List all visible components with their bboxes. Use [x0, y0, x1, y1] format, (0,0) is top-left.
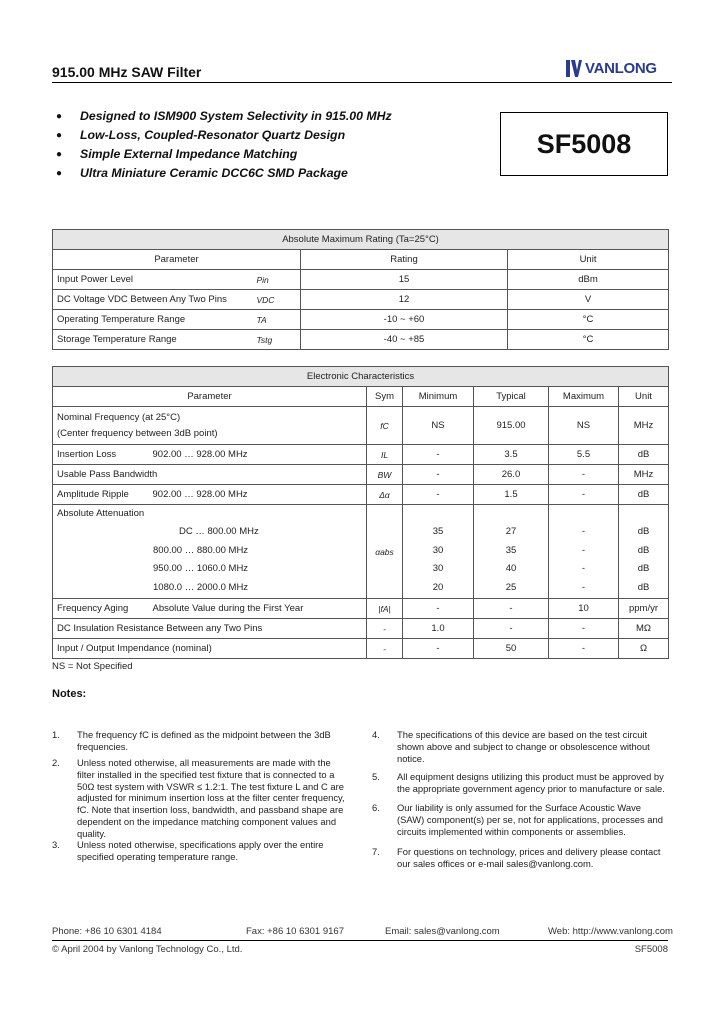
- page-title: 915.00 MHz SAW Filter: [52, 64, 202, 80]
- unit-cell: dBm: [508, 270, 669, 290]
- max-column-cell: [549, 505, 619, 599]
- symbol-cell: αabs: [367, 505, 403, 599]
- note-text: Unless noted otherwise, all measurements are made with the filter installed in the specified test fixture that is connected to a 50Ω test system with VSWR ≤ 1.2:1. The test fixture L and C are adjusted for minimum insertion loss at the filter center frequency, fC. Note that insertion loss, bandwidth, and passband shape are dependent on the impedance matching component values and quality.: [77, 757, 345, 839]
- column-header: Parameter: [53, 250, 301, 270]
- note-item: [372, 729, 665, 764]
- minimum-cell: -: [403, 485, 474, 505]
- condition-cell: 902.00 … 928.00 MHz: [149, 445, 367, 465]
- value-text: -: [581, 544, 586, 556]
- maximum-cell: NS: [549, 407, 619, 445]
- parameter-note: (Center frequency between 3dB point): [57, 428, 218, 439]
- feature-item: [52, 146, 392, 165]
- condition-text: DC … 800.00 MHz: [179, 526, 259, 537]
- value-text: 20: [432, 581, 444, 593]
- value-text: 27: [505, 526, 517, 537]
- typical-cell: -: [474, 619, 549, 639]
- table-row: [53, 270, 669, 290]
- rating-cell: 12: [301, 290, 508, 310]
- maximum-cell: -: [549, 485, 619, 505]
- parameter-text: Absolute Attenuation: [57, 508, 145, 519]
- note-item: [372, 846, 665, 870]
- table-row: [53, 407, 669, 445]
- vanlong-logo-icon: [566, 60, 582, 77]
- symbol-cell: |fA|: [367, 599, 403, 619]
- parameter-cell: Input Power Level: [53, 270, 253, 290]
- feature-text: Designed to ISM900 System Selectivity in 915.00 MHz: [80, 109, 392, 123]
- condition-cell: 902.00 … 928.00 MHz: [149, 485, 367, 505]
- table-row: [53, 485, 669, 505]
- column-header: Rating: [301, 250, 508, 270]
- unit-cell: MΩ: [619, 619, 669, 639]
- maximum-cell: -: [549, 619, 619, 639]
- footer-web[interactable]: Web: http://www.vanlong.com: [548, 926, 673, 937]
- unit-cell: dB: [619, 485, 669, 505]
- note-text: For questions on technology, prices and delivery please contact our sales offices or e-mail sales@vanlong.com.: [397, 846, 661, 869]
- rating-cell: -10 ~ +60: [301, 310, 508, 330]
- value-text: 35: [432, 526, 444, 537]
- not-specified-footnote: NS = Not Specified: [52, 661, 133, 672]
- condition-text: 1080.0 … 2000.0 MHz: [153, 581, 249, 593]
- attenuation-row: [53, 505, 669, 599]
- typical-cell: 915.00: [474, 407, 549, 445]
- table-row: [53, 619, 669, 639]
- note-number: 5.: [372, 771, 380, 782]
- absolute-max-rating-table: [52, 229, 669, 350]
- parameter-cell: [53, 505, 367, 599]
- typ-column-cell: [474, 505, 549, 599]
- unit-cell: °C: [508, 310, 669, 330]
- table-row: [53, 330, 669, 350]
- column-header: Typical: [474, 387, 549, 407]
- note-text: The frequency fC is defined as the midpoint between the 3dB frequencies.: [77, 729, 331, 752]
- value-text: 25: [505, 581, 517, 593]
- feature-text: Ultra Miniature Ceramic DCC6C SMD Package: [80, 166, 348, 180]
- bullet-icon: ●: [56, 130, 63, 141]
- parameter-cell: DC Insulation Resistance Between any Two Pins: [53, 619, 367, 639]
- note-number: 7.: [372, 846, 380, 857]
- footer-email[interactable]: Email: sales@vanlong.com: [385, 926, 500, 937]
- minimum-cell: 1.0: [403, 619, 474, 639]
- parameter-cell: Insertion Loss: [53, 445, 149, 465]
- parameter-cell: Input / Output Impendance (nominal): [53, 639, 367, 659]
- maximum-cell: -: [549, 639, 619, 659]
- note-item: [52, 729, 345, 753]
- minimum-cell: -: [403, 639, 474, 659]
- parameter-cell: Operating Temperature Range: [53, 310, 253, 330]
- parameter-cell: Amplitude Ripple: [53, 485, 149, 505]
- header-divider: [52, 82, 672, 83]
- maximum-cell: -: [549, 465, 619, 485]
- bullet-icon: ●: [56, 111, 63, 122]
- table-row: [53, 639, 669, 659]
- value-text: -: [581, 526, 586, 537]
- table-caption-row: [53, 230, 669, 250]
- table-caption: Electronic Characteristics: [53, 367, 669, 387]
- symbol-cell: VDC: [253, 290, 301, 310]
- table-row: [53, 290, 669, 310]
- value-text: 30: [432, 544, 444, 556]
- typical-cell: 3.5: [474, 445, 549, 465]
- note-text: The specifications of this device are based on the test circuit shown above and subject to change or obsolescence without notice.: [397, 729, 650, 764]
- note-text: Our liability is only assumed for the Surface Acoustic Wave (SAW) component(s) per se, not for applications, processes and circuits implemented within components or assemblies.: [397, 802, 663, 837]
- unit-cell: V: [508, 290, 669, 310]
- symbol-cell: Tstg: [253, 330, 301, 350]
- minimum-cell: NS: [403, 407, 474, 445]
- typical-cell: 50: [474, 639, 549, 659]
- minimum-cell: -: [403, 445, 474, 465]
- note-text: All equipment designs utilizing this product must be approved by the appropriate government agency prior to manufacture or sale.: [397, 771, 665, 794]
- table-row: [53, 599, 669, 619]
- note-item: [52, 839, 345, 863]
- bullet-icon: ●: [56, 168, 63, 179]
- note-item: [372, 802, 665, 837]
- footer-copyright: © April 2004 by Vanlong Technology Co., Ltd.: [52, 944, 243, 955]
- note-number: 2.: [52, 757, 60, 768]
- note-number: 1.: [52, 729, 60, 740]
- note-number: 4.: [372, 729, 380, 740]
- value-text: 35: [505, 544, 517, 556]
- feature-text: Low-Loss, Coupled-Resonator Quartz Design: [80, 128, 346, 142]
- note-item: [52, 757, 345, 840]
- feature-text: Simple External Impedance Matching: [80, 147, 298, 161]
- symbol-cell: TA: [253, 310, 301, 330]
- maximum-cell: 5.5: [549, 445, 619, 465]
- minimum-cell: -: [403, 465, 474, 485]
- table-row: [53, 445, 669, 465]
- feature-list: [52, 108, 392, 184]
- feature-item: [52, 165, 392, 184]
- symbol-cell: BW: [367, 465, 403, 485]
- parameter-cell: DC Voltage VDC Between Any Two Pins: [53, 290, 253, 310]
- symbol-cell: Δα: [367, 485, 403, 505]
- parameter-cell: Storage Temperature Range: [53, 330, 253, 350]
- typical-cell: -: [474, 599, 549, 619]
- unit-column-cell: [619, 505, 669, 599]
- feature-item: [52, 127, 392, 146]
- feature-item: [52, 108, 392, 127]
- typical-cell: 1.5: [474, 485, 549, 505]
- unit-cell: MHz: [619, 465, 669, 485]
- value-text: -: [581, 581, 586, 593]
- rating-cell: -40 ~ +85: [301, 330, 508, 350]
- condition-text: 950.00 … 1060.0 MHz: [153, 563, 249, 574]
- column-header: Unit: [619, 387, 669, 407]
- footer-part-number: SF5008: [634, 944, 668, 955]
- parameter-cell: [53, 407, 367, 445]
- column-header: Minimum: [403, 387, 474, 407]
- electronic-characteristics-table: [52, 366, 669, 659]
- unit-cell: Ω: [619, 639, 669, 659]
- condition-text: 800.00 … 880.00 MHz: [153, 544, 249, 556]
- condition-cell: Absolute Value during the First Year: [149, 599, 367, 619]
- note-item: [372, 771, 665, 795]
- brand-name: VANLONG: [585, 60, 657, 77]
- note-text: Unless noted otherwise, specifications apply over the entire specified operating temperature range.: [77, 839, 324, 862]
- table-caption-row: [53, 367, 669, 387]
- table-caption: Absolute Maximum Rating (Ta=25°C): [53, 230, 669, 250]
- column-header: Parameter: [53, 387, 367, 407]
- parameter-text: Nominal Frequency (at 25°C): [57, 412, 181, 423]
- symbol-cell: IL: [367, 445, 403, 465]
- bullet-icon: ●: [56, 149, 63, 160]
- value-text: dB: [637, 563, 650, 574]
- notes-heading: Notes:: [52, 688, 87, 700]
- unit-cell: ppm/yr: [619, 599, 669, 619]
- column-header: Unit: [508, 250, 669, 270]
- table-header-row: [53, 387, 669, 407]
- table-row: [53, 310, 669, 330]
- parameter-cell: Frequency Aging: [53, 599, 149, 619]
- value-text: 30: [432, 563, 444, 574]
- footer-phone: Phone: +86 10 6301 4184: [52, 926, 162, 937]
- minimum-cell: -: [403, 599, 474, 619]
- symbol-cell: Pin: [253, 270, 301, 290]
- column-header: Maximum: [549, 387, 619, 407]
- value-text: -: [581, 563, 586, 574]
- value-text: 40: [505, 563, 517, 574]
- value-text: dB: [637, 526, 650, 537]
- table-row: [53, 465, 669, 485]
- symbol-cell: -: [367, 639, 403, 659]
- value-text: dB: [637, 544, 650, 556]
- footer-divider: [52, 940, 668, 941]
- parameter-cell: Usable Pass Bandwidth: [53, 465, 367, 485]
- rating-cell: 15: [301, 270, 508, 290]
- unit-cell: dB: [619, 445, 669, 465]
- table-header-row: [53, 250, 669, 270]
- min-column-cell: [403, 505, 474, 599]
- unit-cell: MHz: [619, 407, 669, 445]
- unit-cell: °C: [508, 330, 669, 350]
- note-number: 3.: [52, 839, 60, 850]
- value-text: dB: [637, 581, 650, 593]
- footer-fax: Fax: +86 10 6301 9167: [246, 926, 344, 937]
- symbol-cell: fC: [367, 407, 403, 445]
- column-header: Sym: [367, 387, 403, 407]
- symbol-cell: -: [367, 619, 403, 639]
- brand-logo: [566, 60, 657, 77]
- note-number: 6.: [372, 802, 380, 813]
- maximum-cell: 10: [549, 599, 619, 619]
- typical-cell: 26.0: [474, 465, 549, 485]
- part-number-box: SF5008: [500, 112, 668, 176]
